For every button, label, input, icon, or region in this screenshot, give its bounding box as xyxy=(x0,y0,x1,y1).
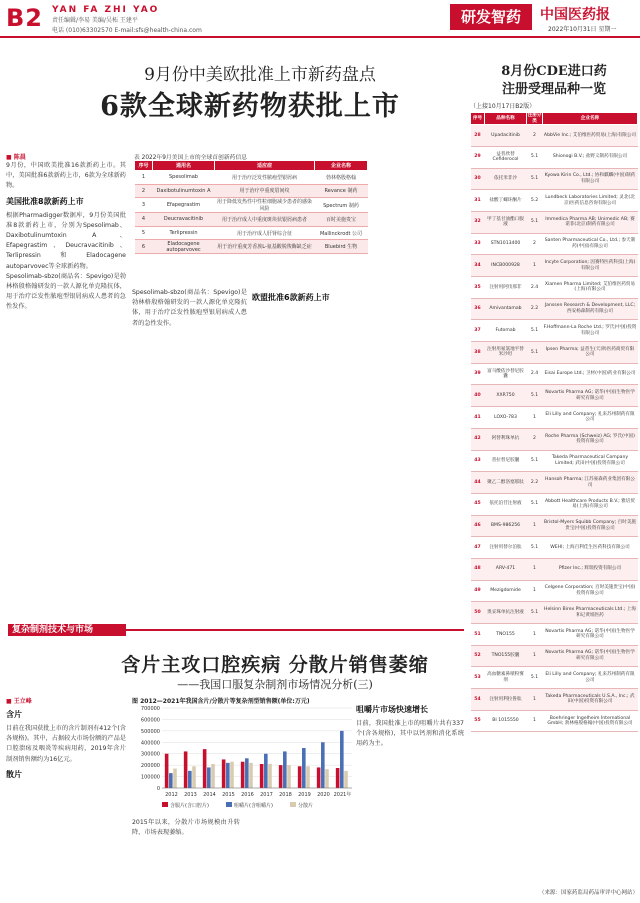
table1-cell: 勃林格殷格翰 xyxy=(315,171,368,185)
cde-cell: Incyte Corporation; 因赛特医药科技(上海)有限公司 xyxy=(543,255,638,277)
cde-cell: Celgene Corporation; 百时美施贵宝(中国)投资有限公司 xyxy=(543,580,638,602)
article2-column-2 xyxy=(132,818,240,902)
cde-cell: 注射用利拉鲁肽 xyxy=(485,689,527,711)
cde-row xyxy=(471,689,638,711)
cde-cell: 2.2 xyxy=(527,472,543,494)
legend-label: 咀嚼片(含咀嚼片) xyxy=(234,803,273,809)
cde-cell: 39 xyxy=(471,363,485,385)
cde-cell: INCB000928 xyxy=(485,255,527,277)
bar xyxy=(317,767,321,788)
cde-cell: Novartis Pharma AG; 诺华(中国)生物医学研究有限公司 xyxy=(543,385,638,407)
cde-cell: 聚乙二醇洛塞那肽 xyxy=(485,472,527,494)
cde-cell: 1 xyxy=(527,689,543,711)
x-tick-label: 2014 xyxy=(203,792,216,798)
table1-caption: 表 2022年9月美国上市的全球首创新药信息 xyxy=(134,155,248,161)
cde-row xyxy=(471,493,638,515)
cde-cell: Hansoh Pharma; 江苏豪森药业集团有限公司 xyxy=(543,472,638,494)
cde-cell: 30 xyxy=(471,168,485,190)
table1-cell: Bluebird 生物 xyxy=(315,240,368,254)
article2-subtitle: ——我国口服复杂制剂市场情况分析(三) xyxy=(177,678,373,691)
bar xyxy=(279,765,283,788)
bar xyxy=(192,766,196,788)
cde-cell: 2 xyxy=(527,233,543,255)
cde-header: 注册分类 xyxy=(527,113,542,124)
table1-cell: Revance 制药 xyxy=(315,184,368,198)
table1-cell: 2 xyxy=(135,184,153,198)
cde-cell: 50 xyxy=(471,602,485,624)
cde-cell: 55 xyxy=(471,710,485,732)
cde-row xyxy=(471,515,638,537)
cde-cell: Novartis Pharma AG; 诺华(中国)生物医学研究有限公司 xyxy=(543,645,638,667)
cde-cell: 普拉替尼胶囊 xyxy=(485,450,527,472)
cde-row xyxy=(471,190,638,212)
cde-cell: 5.1 xyxy=(527,211,543,233)
legend-swatch xyxy=(162,802,168,807)
bar xyxy=(336,768,340,788)
legend-swatch xyxy=(290,802,296,807)
table1-cell: 6 xyxy=(135,240,153,254)
cde-cell: F.Hoffmann-La Roche Ltd.; 罗氏(中国)投资有限公司 xyxy=(543,320,638,342)
cde-cell: 依托泊苷注射液 xyxy=(485,493,527,515)
article1-section-head-2: 欧盟批准6款新药上市 xyxy=(252,293,330,302)
cde-cell: 41 xyxy=(471,407,485,429)
bar xyxy=(260,764,264,788)
table1-row xyxy=(135,184,368,198)
cde-cell: Shionogi B.V.; 盐野义制药有限公司 xyxy=(543,146,638,168)
table1-cell: 用于治疗泛发性脓疱型银屑病 xyxy=(215,171,315,185)
cde-row xyxy=(471,233,638,255)
cde-cell: Futomab xyxy=(485,320,527,342)
bar xyxy=(245,758,249,788)
x-tick-label: 2013 xyxy=(184,792,197,798)
cde-row xyxy=(471,602,638,624)
section-pinyin: YAN FA ZHI YAO xyxy=(52,5,160,15)
contact-line: 电话 (010)63302570 E-mail:sfs@health-china.com xyxy=(52,27,202,34)
y-tick-label: 100000 xyxy=(140,774,160,781)
y-tick-label: 400000 xyxy=(140,740,160,747)
cde-cell: Amivantamab xyxy=(485,298,527,320)
bar xyxy=(264,754,268,788)
cde-cell: 43 xyxy=(471,450,485,472)
cde-cell: 5.1 xyxy=(527,450,543,472)
bar xyxy=(325,769,329,788)
table1-row xyxy=(135,198,368,213)
cde-row xyxy=(471,342,638,364)
bar xyxy=(203,749,207,788)
right-title-2: 注册受理品种一览 xyxy=(501,82,606,97)
table1-cell: Daxibotulinumtoxin A xyxy=(153,184,215,198)
cde-cell: 52 xyxy=(471,645,485,667)
cde-header: 品种名称 xyxy=(485,113,527,125)
cde-cell: 5.1 xyxy=(527,320,543,342)
cde-cell: 54 xyxy=(471,689,485,711)
cde-cell: 49 xyxy=(471,580,485,602)
cde-cell: 2 xyxy=(527,428,543,450)
cde-row xyxy=(471,624,638,646)
y-tick-label: 200000 xyxy=(140,763,160,770)
cde-cell: 盐酸丁螺环酮片 xyxy=(485,190,527,212)
cde-row xyxy=(471,298,638,320)
article1-lead: 9月份，中国欧美批准16款新药上市。其中，美国批准6款新药上市，6款为全球新药物。 xyxy=(6,162,126,190)
cde-cell: 益普欣替 Cefiderocol xyxy=(485,146,527,168)
cde-row xyxy=(471,255,638,277)
article1-para2: Spesolimab-sbzo(商品名：Spevigo)是勃林格殷格翰研发的一款人源化单克隆抗体，用于治疗泛发性脓疱型银屑病成人患者的急性发作。 xyxy=(6,272,126,311)
x-tick-label: 2016 xyxy=(241,792,254,798)
cde-cell: Upadacitinib xyxy=(485,125,527,147)
bar xyxy=(173,769,177,788)
cde-cell: BI 1015550 xyxy=(485,710,527,732)
cde-cell: 5.1 xyxy=(527,537,543,559)
cde-row xyxy=(471,667,638,689)
cde-row xyxy=(471,580,638,602)
cde-cell: 33 xyxy=(471,233,485,255)
cde-cell: 1 xyxy=(527,580,543,602)
cde-cell: 5.1 xyxy=(527,342,543,364)
x-tick-label: 2019 xyxy=(298,792,311,798)
cde-cell: 1 xyxy=(527,558,543,580)
cde-cell: 28 xyxy=(471,125,485,147)
cde-cell: ARV-471 xyxy=(485,558,527,580)
article2-column-1 xyxy=(6,696,126,896)
chart-title: 图 2012—2021年我国含片/分散片等复杂剂型销售额(单位:万元) xyxy=(132,698,310,705)
cde-cell: Immedica Pharma AB; Unimedic AB; 赛诺菲(北京)制药有限公司 xyxy=(543,211,638,233)
cde-cell: 5.1 xyxy=(527,385,543,407)
cde-row xyxy=(471,472,638,494)
cde-cell: Santen Pharmaceutical Co., Ltd.; 参天制药(中国)有限公司 xyxy=(543,233,638,255)
table1-cell: Spectrum 制药 xyxy=(315,198,368,213)
sales-chart xyxy=(132,704,357,812)
article1-column-4 xyxy=(372,130,464,622)
table1-cell: Efapegrastim xyxy=(153,198,215,213)
cde-cell: 注射用阿伐那非 xyxy=(485,277,527,299)
cde-row xyxy=(471,710,638,732)
table1-cell: 5 xyxy=(135,226,153,240)
cde-cell: 36 xyxy=(471,298,485,320)
x-tick-label: 2017 xyxy=(260,792,273,798)
table1-header: 通用名 xyxy=(153,161,215,171)
bar xyxy=(249,763,253,788)
cde-header: 序号 xyxy=(471,113,485,125)
article1-column-2 xyxy=(132,288,247,618)
cde-row xyxy=(471,125,638,147)
cde-cell: 1 xyxy=(527,645,543,667)
table1-cell: 用于治疗成人肝肾综合征 xyxy=(215,226,315,240)
table1 xyxy=(134,160,368,254)
article1-column-3 xyxy=(252,288,367,618)
cde-cell: 32 xyxy=(471,211,485,233)
cde-cell: Eli Lilly and Company; 礼来苏州制药有限公司 xyxy=(543,667,638,689)
cde-cell: 5.1 xyxy=(527,146,543,168)
cde-cell: Takeda Pharmaceutical Company Limited; 武田(中国)投资有限公司 xyxy=(543,450,638,472)
cde-cell: 奥妥珠单抗注射液 xyxy=(485,602,527,624)
cde-row xyxy=(471,211,638,233)
article1-subtitle: 9月份中美欧批准上市新药盘点 xyxy=(144,65,376,85)
table1-cell: Mallinckrodt 公司 xyxy=(315,226,368,240)
cde-cell: BMS-986256 xyxy=(485,515,527,537)
editor-line: 责任编辑/李易 美编/吴柘 王建平 xyxy=(52,17,138,24)
cde-cell: WEHI; 上海百利佳生医药科技有限公司 xyxy=(543,537,638,559)
article2-para-a: 目前在我国获批上市的含片制剂有412个(含各规格)。其中，占据较大市场份额的产品是口腔溃疡及咽炎等疾病用药，2019年含片制剂销售额约为16亿元。 xyxy=(6,725,126,763)
article2-para-b: 目前，我国批准上市的咀嚼片共有337个(含各规格)，其中以钙剂和消化系统用药为主。 xyxy=(356,720,464,748)
cde-cell: Abbott Healthcare Products B.V.; 雅培贸易(上海)有限公司 xyxy=(543,493,638,515)
bar xyxy=(207,767,211,788)
article2-column-3 xyxy=(244,818,352,902)
cde-cell: 44 xyxy=(471,472,485,494)
cde-cell: Ipsen Pharma; 益普生(天津)医药商贸有限公司 xyxy=(543,342,638,364)
section-name: 研发智药 xyxy=(450,4,532,30)
table1-cell: Spesolimab xyxy=(153,171,215,185)
cde-cell: 42 xyxy=(471,428,485,450)
cde-cell: 1 xyxy=(527,624,543,646)
article1-para2-cont: Spesolimab-sbzo(商品名：Spevigo)是勃林格殷格翰研发的一款人源化单克隆抗体，用于治疗泛发性脓疱型银屑病成人患者的急性发作。 xyxy=(132,289,247,327)
table1-header: 适应症 xyxy=(215,161,315,171)
cde-row xyxy=(471,558,638,580)
cde-row xyxy=(471,363,638,385)
table1-cell: 4 xyxy=(135,213,153,227)
cde-cell: 29 xyxy=(471,146,485,168)
bar xyxy=(321,742,325,788)
bar xyxy=(226,763,230,788)
cde-cell: Novartis Pharma AG; 诺华(中国)生物医学研究有限公司 xyxy=(543,624,638,646)
bar xyxy=(340,731,344,788)
right-title-1: 8月份CDE进口药 xyxy=(501,64,607,79)
paper-logo: 中国医药报 xyxy=(540,7,610,23)
table1-cell: 1 xyxy=(135,171,153,185)
cde-cell: 2.4 xyxy=(527,277,543,299)
table1-row xyxy=(135,226,368,240)
cde-cell: 注射用氨氯地平替米沙坦 xyxy=(485,342,527,364)
table1-cell: Terlipressin xyxy=(153,226,215,240)
cde-cell: 2.2 xyxy=(527,298,543,320)
article1-para1: 根据Pharmadigger数据库，9月份美国批准8款新药上市，分别为Spesolimab、Daxibotulinumtoxin A、Efapegrastim、Deucravacitinib、Terlipressin和Eladocagene autoparvovec等全球新药物。 xyxy=(6,211,126,270)
cde-cell: 阿替利珠单抗 xyxy=(485,428,527,450)
x-tick-label: 2018 xyxy=(279,792,292,798)
cde-row xyxy=(471,450,638,472)
x-tick-label: 2021年 xyxy=(333,792,352,798)
article2-headline: 含片主攻口腔疾病 分散片销售萎缩 xyxy=(121,654,429,676)
cde-cell: 1 xyxy=(527,407,543,429)
cde-row xyxy=(471,168,638,190)
bar xyxy=(298,766,302,788)
cde-cell: 34 xyxy=(471,255,485,277)
cde-cell: 5.1 xyxy=(527,602,543,624)
bar xyxy=(211,764,215,788)
cde-row xyxy=(471,385,638,407)
cde-cell: AbbVie Inc.; 艾伯维医药贸易(上海)有限公司 xyxy=(543,125,638,147)
table1-cell: 用于治疗中重度眉间纹 xyxy=(215,184,315,198)
right-note: （上接10月17日B2版） xyxy=(470,103,536,110)
bar xyxy=(165,754,169,788)
cde-cell: 1 xyxy=(527,515,543,537)
cde-cell: Eli Lilly and Company; 礼来苏州制药有限公司 xyxy=(543,407,638,429)
article2-column-4 xyxy=(356,700,464,896)
cde-cell: XXR750 xyxy=(485,385,527,407)
cde-table xyxy=(470,112,638,732)
bar xyxy=(268,764,272,788)
cde-cell: 注射用替尔泊肽 xyxy=(485,537,527,559)
cde-cell: Takeda Pharmaceuticals U.S.A., Inc.; 武田(中国)投资有限公司 xyxy=(543,689,638,711)
cde-cell: Lundbeck Laboratories Limited; 灵北(北京)医药信息咨询有限公司 xyxy=(543,190,638,212)
x-tick-label: 2012 xyxy=(165,792,178,798)
article1-editor: ■ 陈晨 xyxy=(6,154,26,161)
cde-cell: 45 xyxy=(471,493,485,515)
cde-cell: 高血糖素鼻喷粉雾剂 xyxy=(485,667,527,689)
cde-header: 企业名称 xyxy=(543,113,638,125)
cde-cell: TNO155胶囊 xyxy=(485,645,527,667)
cde-cell: Roche Pharma (Schweiz) AG; 罗氏(中国)投资有限公司 xyxy=(543,428,638,450)
table1-row xyxy=(135,240,368,254)
cde-row xyxy=(471,146,638,168)
bar xyxy=(222,759,226,788)
article2-section-c: 咀嚼片市场快速增长 xyxy=(356,705,428,714)
article1-section-head: 美国批准8款新药上市 xyxy=(6,196,84,206)
table1-row xyxy=(135,213,368,227)
cde-row xyxy=(471,645,638,667)
cde-row xyxy=(471,277,638,299)
bar xyxy=(184,751,188,788)
table1-cell: 用于治疗重度芳香族L-氨基酸脱羧酶缺乏症 xyxy=(215,240,315,254)
cde-cell: 5.1 xyxy=(527,493,543,515)
section-number: B2 xyxy=(6,4,43,32)
article2-editor: ■ 王立峰 xyxy=(6,698,32,705)
article1-headline: 6款全球新药物获批上市 xyxy=(100,91,400,122)
cde-cell: LOXO-783 xyxy=(485,407,527,429)
cde-cell: 31 xyxy=(471,190,485,212)
y-tick-label: 600000 xyxy=(140,717,160,724)
cde-cell: 1 xyxy=(527,710,543,732)
cde-cell: Xiamen Pharma Limited; 艾伯维医药贸易(上海)有限公司 xyxy=(543,277,638,299)
bar xyxy=(283,751,287,788)
y-tick-label: 500000 xyxy=(140,728,160,735)
cde-cell: 38 xyxy=(471,342,485,364)
table1-cell: 3 xyxy=(135,198,153,213)
section-band-label: 复杂制剂技术与市场 xyxy=(8,624,126,636)
x-tick-label: 2020 xyxy=(317,792,330,798)
cde-cell: 5.1 xyxy=(527,168,543,190)
cde-cell: 53 xyxy=(471,667,485,689)
article2-para-c: 2015年以来，分散片市场规模由升转降，市场表现萎缩。 xyxy=(132,819,240,837)
cde-cell: Boehringer Ingelheim International GmbH; 勃林格殷格翰(中国)投资有限公司 xyxy=(543,710,638,732)
cde-cell: 48 xyxy=(471,558,485,580)
y-tick-label: 0 xyxy=(156,786,160,792)
table1-cell: 百时美施贵宝 xyxy=(315,213,368,227)
section-band-line xyxy=(126,629,464,631)
cde-cell: TNO155 xyxy=(485,624,527,646)
cde-cell: 5.2 xyxy=(527,190,543,212)
bar xyxy=(188,771,192,788)
x-tick-label: 2015 xyxy=(222,792,235,798)
y-tick-label: 700000 xyxy=(140,706,160,712)
bar xyxy=(302,748,306,788)
cde-cell: 47 xyxy=(471,537,485,559)
table1-cell: 用于治疗成人中重度斑块状银屑病患者 xyxy=(215,213,315,227)
bar xyxy=(230,762,234,788)
cde-row xyxy=(471,428,638,450)
cde-cell: 2.4 xyxy=(527,363,543,385)
bar xyxy=(287,765,291,788)
cde-cell: 40 xyxy=(471,385,485,407)
cde-row xyxy=(471,537,638,559)
cde-cell: Bristol-Myers Squibb Company; 百时美施贵宝(中国)投资有限公司 xyxy=(543,515,638,537)
table1-cell: Eladocagene autoparvovec xyxy=(153,240,215,254)
cde-cell: 依托米非沙 xyxy=(485,168,527,190)
table1-header: 序号 xyxy=(135,161,153,171)
cde-cell: 5.1 xyxy=(527,667,543,689)
article1-column-1 xyxy=(6,152,126,620)
bar xyxy=(169,773,173,788)
cde-cell: STN1013400 xyxy=(485,233,527,255)
cde-cell: Mezigdomide xyxy=(485,580,527,602)
cde-row xyxy=(471,407,638,429)
cde-cell: Pfizer Inc.; 辉瑞投资有限公司 xyxy=(543,558,638,580)
legend-swatch xyxy=(226,802,232,807)
cde-cell: 46 xyxy=(471,515,485,537)
legend-label: 分散片 xyxy=(298,803,314,809)
cde-cell: 51 xyxy=(471,624,485,646)
bar xyxy=(241,762,245,788)
right-footer: （来源：国家药监局药品审评中心网站） xyxy=(538,890,638,896)
cde-cell: Janssen Research & Development, LLC; 西安杨森制药有限公司 xyxy=(543,298,638,320)
cde-row xyxy=(471,320,638,342)
cde-cell: Eisai Europe Ltd.; 卫材(中国)药业有限公司 xyxy=(543,363,638,385)
legend-label: 含服片(含口腔片) xyxy=(170,803,209,809)
cde-cell: 富马酸依沙替尼胶囊 xyxy=(485,363,527,385)
y-tick-label: 300000 xyxy=(140,751,160,758)
cde-cell: 甲丁基甘油酯口服液 xyxy=(485,211,527,233)
table1-cell: 用于降低发热性中性粒细胞减少患者的感染风险 xyxy=(215,198,315,213)
article2-section-a: 含片 xyxy=(6,710,22,719)
table1-header: 企业名称 xyxy=(315,161,368,171)
article2-section-b: 散片 xyxy=(6,769,22,779)
bar xyxy=(306,766,310,788)
cde-cell: 2 xyxy=(527,125,543,147)
cde-cell: 1 xyxy=(527,255,543,277)
cde-cell: 35 xyxy=(471,277,485,299)
table1-cell: Deucravacitinib xyxy=(153,213,215,227)
cde-cell: Helsinn Birex Pharmaceuticals Ltd.; 上海和记黄埔医药 xyxy=(543,602,638,624)
cde-cell: 37 xyxy=(471,320,485,342)
bar xyxy=(344,771,348,788)
cde-cell: Kyowa Kirin Co., Ltd.; 协和麒麟(中国)制药有限公司 xyxy=(543,168,638,190)
table1-row xyxy=(135,171,368,185)
issue-date: 2022年10月31日 星期一 xyxy=(548,26,617,33)
